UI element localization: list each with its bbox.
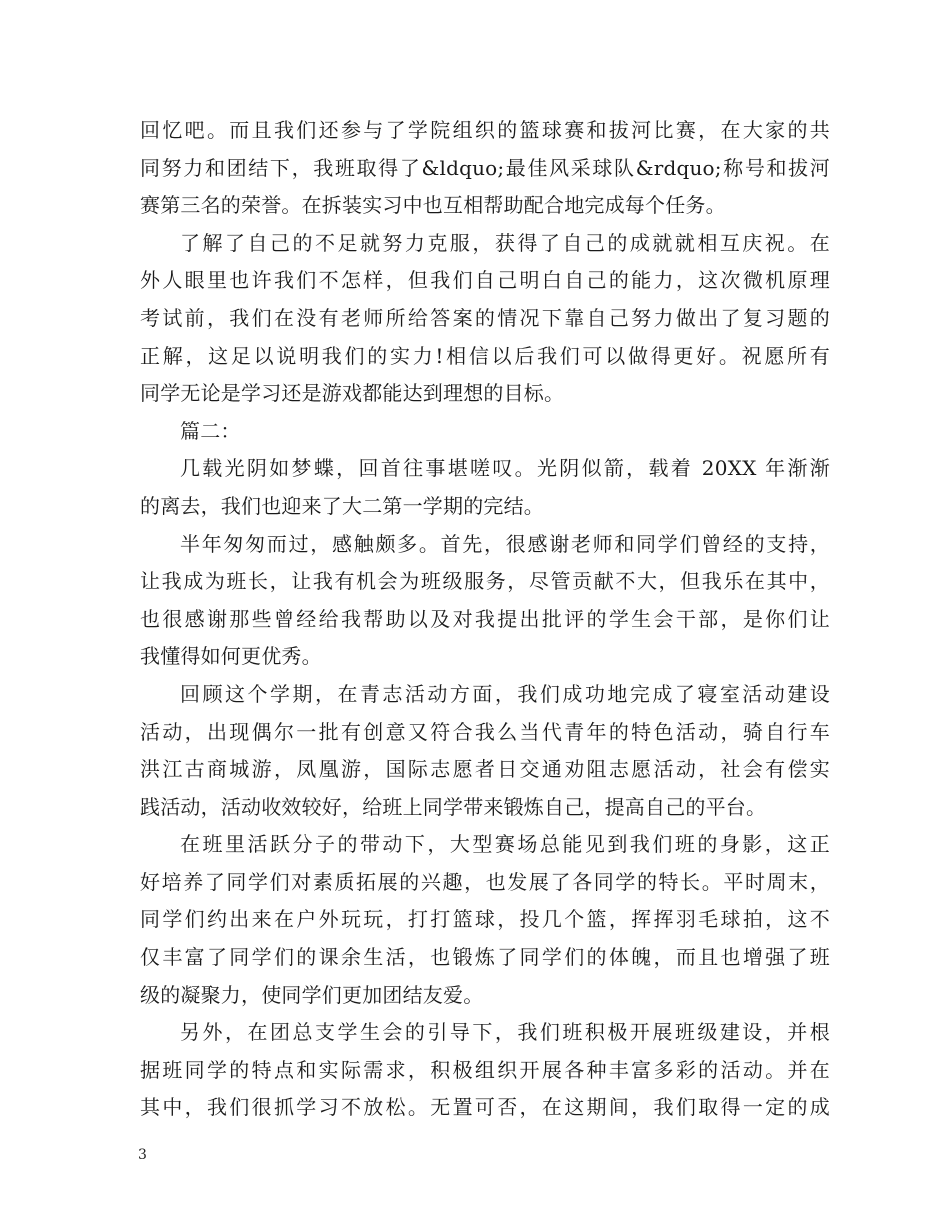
- text-line: 好培养了同学们对素质拓展的兴趣，也发展了各同学的特长。平时周末，: [140, 869, 830, 894]
- text-line: 级的凝聚力，使同学们更加团结友爱。: [140, 982, 484, 1007]
- text-line: 正解，这足以说明我们的实力!相信以后我们可以做得更好。祝愿所有: [140, 343, 830, 368]
- text-line: 活动，出现偶尔一批有创意又符合我么当代青年的特色活动，骑自行车: [140, 719, 830, 744]
- text-line: 同学们约出来在户外玩玩，打打篮球，投几个篮，挥挥羽毛球拍，这不: [140, 907, 830, 932]
- text-line: 据班同学的特点和实际需求，积极组织开展各种丰富多彩的活动。并在: [140, 1057, 830, 1082]
- document-body: [140, 112, 830, 1127]
- text-line: 回顾这个学期，在青志活动方面，我们成功地完成了寝室活动建设: [180, 681, 830, 706]
- text-line: 仅丰富了同学们的课余生活，也锻炼了同学们的体魄，而且也增强了班: [140, 945, 830, 970]
- text-line: 洪江古商城游，凤凰游，国际志愿者日交通劝阻志愿活动，社会有偿实: [140, 757, 830, 782]
- text-line: 践活动，活动收效较好，给班上同学带来锻炼自己，提高自己的平台。: [140, 794, 767, 819]
- text-line: 同学无论是学习还是游戏都能达到理想的目标。: [140, 381, 565, 406]
- text-line: 考试前，我们在没有老师所给答案的情况下靠自己努力做出了复习题的: [140, 305, 830, 330]
- page-number: 3: [138, 1147, 147, 1163]
- text-line: 我懂得如何更优秀。: [140, 644, 322, 669]
- text-line: 篇二：: [180, 418, 241, 443]
- text-line: 了解了自己的不足就努力克服，获得了自己的成就就相互庆祝。在: [180, 230, 830, 255]
- text-line: 赛第三名的荣誉。在拆装实习中也互相帮助配合地完成每个任务。: [140, 193, 726, 218]
- text-line: 其中，我们很抓学习不放松。无置可否，在这期间，我们取得一定的成: [140, 1095, 830, 1120]
- text-line: 也很感谢那些曾经给我帮助以及对我提出批评的学生会干部，是你们让: [140, 606, 830, 631]
- text-line: 同努力和团结下，我班取得了&ldquo;最佳风采球队&rdquo;称号和拔河: [140, 155, 830, 180]
- text-line: 半年匆匆而过，感触颇多。首先，很感谢老师和同学们曾经的支持，: [180, 531, 830, 556]
- text-line: 外人眼里也许我们不怎样，但我们自己明白自己的能力，这次微机原理: [140, 268, 830, 293]
- text-line: 在班里活跃分子的带动下，大型赛场总能见到我们班的身影，这正: [180, 832, 830, 857]
- text-line: 的离去，我们也迎来了大二第一学期的完结。: [140, 493, 544, 518]
- text-line: 另外，在团总支学生会的引导下，我们班积极开展班级建设，并根: [180, 1020, 830, 1045]
- text-line: 让我成为班长，让我有机会为班级服务，尽管贡献不大，但我乐在其中，: [140, 569, 830, 594]
- text-line: 几载光阴如梦蝶，回首往事堪嗟叹。光阴似箭，载着 20XX 年渐渐: [180, 456, 830, 481]
- text-line: 回忆吧。而且我们还参与了学院组织的篮球赛和拔河比赛，在大家的共: [140, 118, 830, 142]
